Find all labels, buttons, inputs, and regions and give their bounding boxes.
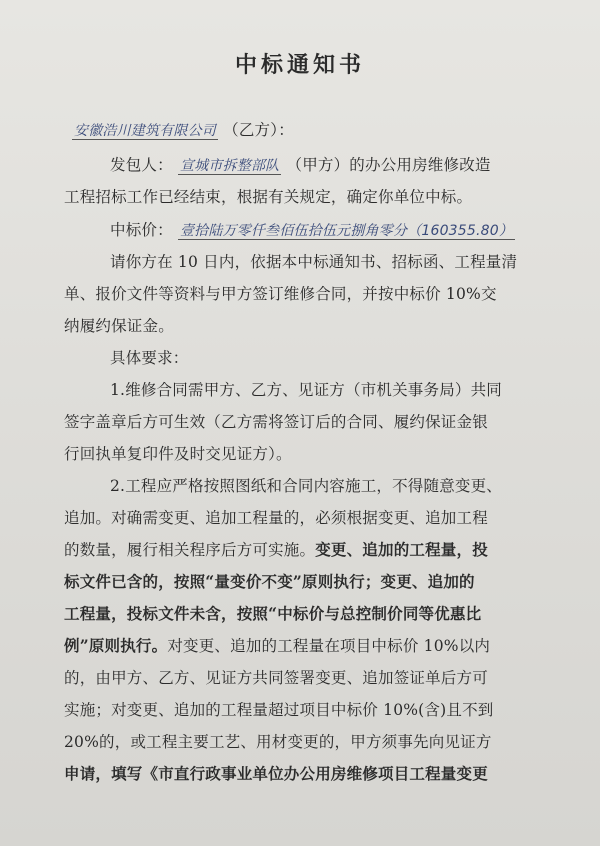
employer-handwritten: 宣城市拆整部队 (179, 158, 280, 174)
item2-line-2: 追加。对确需变更、追加工程量的，必须根据变更、追加工程 (64, 509, 488, 527)
requirements-heading: 具体要求： (110, 349, 189, 367)
item2-line-6 (64, 634, 490, 656)
item2-line-10: 申请，填写《市直行政事业单位办公用房维修项目工程量变更 (64, 764, 488, 783)
employer-label: 发包人： (110, 156, 173, 174)
item1-line-3: 行回执单复印件及时交见证方）。 (64, 445, 292, 463)
addressee-suffix: （乙方）： (223, 121, 294, 139)
addressee-line (72, 118, 294, 140)
item2-line-5-bold: 工程量，投标文件未含，按照“中标价与总控制价同等优惠比 (64, 604, 482, 623)
item2-line-3a: 的数量，履行相关程序后方可实施。 (64, 541, 316, 559)
item2-line-6b: 对变更、追加的工程量在项目中标价 10%以内 (167, 637, 491, 655)
item2-line-4-bold: 标文件已含的，按照“量变价不变”原则执行；变更、追加的 (64, 572, 475, 591)
item2-line-3b-bold: 变更、追加的工程量，投 (315, 540, 488, 559)
item2-line-3 (64, 538, 488, 560)
bid-price-handwritten: 壹拾陆万零仟叁佰伍拾伍元捌角零分（160355.80） (179, 223, 514, 239)
document-title: 中标通知书 (234, 52, 365, 78)
bid-price-line (110, 218, 515, 240)
bid-price-label: 中标价： (110, 221, 173, 239)
item2-line-7: 的，由甲方、乙方、见证方共同签署变更、追加签证单后方可 (64, 669, 488, 687)
item2-line-9: 20%的，或工程主要工艺、用材变更的，甲方须事先向见证方 (64, 733, 492, 751)
item1-line-1: 1.维修合同需甲方、乙方、见证方（市机关事务局）共同 (110, 381, 502, 399)
p3-line-3: 纳履约保证金。 (64, 317, 174, 335)
p3-line-2: 单、报价文件等资料与甲方签订维修合同，并按中标价 10%交 (64, 285, 497, 303)
item1-line-2: 签字盖章后方可生效（乙方需将签订后的合同、履约保证金银 (64, 413, 488, 431)
item2-line-1: 2.工程应严格按照图纸和合同内容施工，不得随意变更、 (110, 477, 502, 495)
employer-line (110, 153, 491, 175)
item2-line-8: 实施；对变更、追加的工程量超过项目中标价 10%(含)且不到 (64, 701, 494, 719)
p3-line-1: 请你方在 10 日内，依据本中标通知书、招标函、工程量清 (110, 253, 518, 271)
award-statement: 工程招标工作已经结束，根据有关规定，确定你单位中标。 (64, 188, 473, 206)
item2-line-6a-bold: 例”原则执行。 (64, 636, 168, 655)
addressee-handwritten: 安徽浩川建筑有限公司 (74, 123, 216, 139)
employer-after: （甲方）的办公用房维修改造 (286, 156, 491, 174)
